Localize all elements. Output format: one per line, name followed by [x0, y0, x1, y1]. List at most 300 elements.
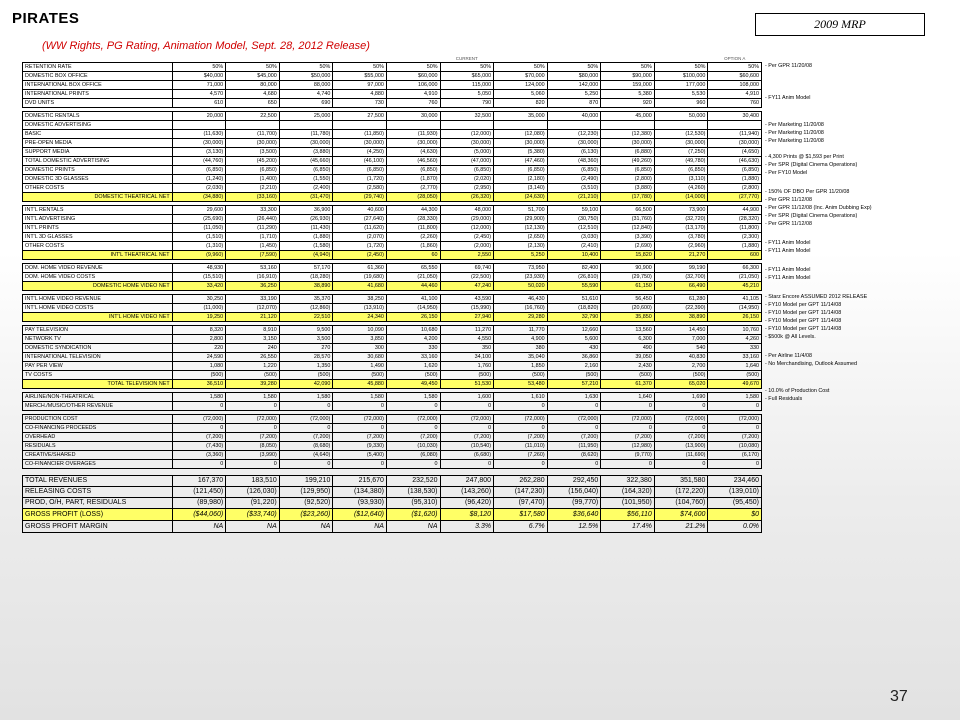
cell-value: 50% [547, 63, 601, 72]
row-label: INTERNATIONAL TELEVISION [23, 353, 173, 362]
cell-value: 29,280 [494, 313, 548, 322]
cell-value: (500) [440, 371, 494, 380]
cell-value: 22,500 [226, 112, 280, 121]
cell-value: (1,720) [333, 175, 387, 184]
cell-value: 1,610 [494, 393, 548, 402]
row-label: RESIDUALS [23, 442, 173, 451]
cell-value: 0 [333, 402, 387, 411]
cell-value: 0 [654, 402, 708, 411]
cell-value: (72,000) [226, 415, 280, 424]
cell-value [708, 121, 762, 130]
cell-value: (49,780) [654, 157, 708, 166]
cell-value: $60,000 [386, 72, 440, 81]
cell-value: 40,000 [547, 112, 601, 121]
cell-value: 0 [440, 460, 494, 469]
cell-value: (7,200) [279, 433, 333, 442]
row-note [765, 457, 930, 465]
cell-value: (2,130) [494, 242, 548, 251]
cell-value: 0 [386, 460, 440, 469]
cell-value: (97,470) [494, 498, 548, 509]
cell-value: 490 [601, 344, 655, 353]
cell-value: (7,200) [708, 433, 762, 442]
cell-value: (46,560) [386, 157, 440, 166]
cell-value: 5,530 [654, 90, 708, 99]
cell-value: (26,810) [547, 273, 601, 282]
row-label: TOTAL TELEVISION NET [23, 380, 173, 389]
cell-value: 1,630 [547, 393, 601, 402]
cell-value: (30,000) [226, 139, 280, 148]
cell-value: 1,850 [494, 362, 548, 371]
cell-value: $60,600 [708, 72, 762, 81]
cell-value: 24,340 [333, 313, 387, 322]
cell-value: 240 [226, 344, 280, 353]
cell-value: (6,080) [386, 451, 440, 460]
table-row [23, 362, 762, 371]
row-label: DOMESTIC BOX OFFICE [23, 72, 173, 81]
cell-value: 0 [440, 402, 494, 411]
row-label: RELEASING COSTS [23, 487, 173, 498]
cell-value: (11,700) [226, 130, 280, 139]
cell-value: 39,280 [226, 380, 280, 389]
cell-value: 2,430 [601, 362, 655, 371]
cell-value: (96,420) [440, 498, 494, 509]
financial-table [22, 56, 762, 533]
gross-profit-row [23, 509, 762, 521]
cell-value: (139,010) [708, 487, 762, 498]
cell-value: (2,770) [386, 184, 440, 193]
cell-value: 99,190 [654, 264, 708, 273]
cell-value: (3,510) [547, 184, 601, 193]
row-label: DOMESTIC 3D GLASSES [23, 175, 173, 184]
cell-value: 1,220 [226, 362, 280, 371]
cell-value: 27,500 [333, 112, 387, 121]
cell-value: (2,960) [654, 242, 708, 251]
cell-value: 0 [494, 402, 548, 411]
cell-value: $40,000 [172, 72, 226, 81]
cell-value: 234,460 [708, 476, 762, 487]
cell-value: NA [279, 521, 333, 533]
cell-value: (1,310) [172, 242, 226, 251]
cell-value: 2,800 [172, 335, 226, 344]
table-row [23, 130, 762, 139]
cell-value: (24,630) [494, 193, 548, 202]
cell-value: (30,000) [386, 139, 440, 148]
cell-value: (3,780) [654, 233, 708, 242]
cell-value: 300 [333, 344, 387, 353]
row-note: - Per GPR 11/12/08 (Inc. Anim Dubbing Exp) [765, 205, 872, 211]
row-label: DOMESTIC SYNDICATION [23, 344, 173, 353]
row-note: - FY11 Anim Model [765, 267, 811, 273]
cell-value: 69,740 [440, 264, 494, 273]
cell-value: (6,850) [279, 166, 333, 175]
cell-value: NA [386, 521, 440, 533]
cell-value: 38,890 [654, 313, 708, 322]
cell-value: NA [333, 521, 387, 533]
cell-value: (121,450) [172, 487, 226, 498]
cell-value: 430 [547, 344, 601, 353]
row-label: CREATIVE/SHARED [23, 451, 173, 460]
cell-value [601, 121, 655, 130]
table-row [23, 139, 762, 148]
table-row [23, 233, 762, 242]
cell-value: 350 [440, 344, 494, 353]
row-label: CO-FINANCIER OVERAGES [23, 460, 173, 469]
cell-value: 66,490 [654, 282, 708, 291]
cell-value: 30,250 [172, 295, 226, 304]
cell-value: (11,430) [279, 224, 333, 233]
table-row [23, 273, 762, 282]
cell-value: 36,860 [547, 353, 601, 362]
cell-value: 43,590 [440, 295, 494, 304]
table-row [23, 415, 762, 424]
row-label: MERCH./MUSIC/OTHER REVENUE [23, 402, 173, 411]
row-note: - FY11 Anim Model [765, 248, 811, 254]
cell-value: 0 [386, 424, 440, 433]
cell-value [279, 121, 333, 130]
cell-value: (6,850) [601, 166, 655, 175]
cell-value: 9,500 [279, 326, 333, 335]
cell-value: (30,000) [172, 139, 226, 148]
cell-value: (6,850) [172, 166, 226, 175]
cell-value: (1,550) [279, 175, 333, 184]
cell-value: 50% [279, 63, 333, 72]
cell-value: (47,460) [494, 157, 548, 166]
cell-value: (3,360) [172, 451, 226, 460]
cell-value: 26,550 [226, 353, 280, 362]
cell-value: $17,580 [494, 509, 548, 521]
cell-value: (9,960) [172, 251, 226, 260]
cell-value: (2,490) [547, 175, 601, 184]
cell-value: (2,800) [601, 175, 655, 184]
cell-value: (26,930) [279, 215, 333, 224]
cell-value: 42,090 [279, 380, 333, 389]
total-row [23, 380, 762, 389]
cell-value: (2,450) [333, 251, 387, 260]
cell-value: 41,105 [708, 295, 762, 304]
row-note [765, 425, 930, 433]
row-label: OTHER COSTS [23, 184, 173, 193]
cell-value: (34,880) [172, 193, 226, 202]
cell-value: 159,000 [601, 81, 655, 90]
cell-value: (156,040) [547, 487, 601, 498]
cell-value: 61,370 [601, 380, 655, 389]
cell-value: (2,800) [708, 184, 762, 193]
cell-value: 760 [386, 99, 440, 108]
cell-value: 0 [708, 460, 762, 469]
cell-value: 60 [386, 251, 440, 260]
cell-value: (1,400) [226, 175, 280, 184]
cell-value: 15,820 [601, 251, 655, 260]
cell-value: 2,700 [654, 362, 708, 371]
cell-value: 50,000 [654, 112, 708, 121]
cell-value: 44,300 [386, 206, 440, 215]
row-note: - Per SPR (Digital Cinema Operations) [765, 213, 858, 219]
cell-value: (129,950) [279, 487, 333, 498]
cell-value: (2,300) [708, 233, 762, 242]
cell-value: 2,550 [440, 251, 494, 260]
cell-value: NA [172, 521, 226, 533]
table-row [23, 353, 762, 362]
cell-value: 730 [333, 99, 387, 108]
cell-value [172, 121, 226, 130]
cell-value: 2,160 [547, 362, 601, 371]
cell-value: 24,590 [172, 353, 226, 362]
cell-value: (1,450) [226, 242, 280, 251]
table-row [23, 166, 762, 175]
cell-value: (2,400) [279, 184, 333, 193]
cell-value: $45,000 [226, 72, 280, 81]
cell-value: (2,410) [547, 242, 601, 251]
cell-value: 4,550 [440, 335, 494, 344]
cell-value: (14,950) [708, 304, 762, 313]
cell-value: (2,180) [494, 175, 548, 184]
cell-value: (6,850) [386, 166, 440, 175]
row-note: - Per Marketing 11/20/08 [765, 130, 824, 136]
row-label: GROSS PROFIT MARGIN [23, 521, 173, 533]
table-row [23, 442, 762, 451]
cell-value: 199,210 [279, 476, 333, 487]
row-label: INT'L PRINTS [23, 224, 173, 233]
cell-value: (28,320) [708, 215, 762, 224]
cell-value: 1,600 [440, 393, 494, 402]
row-note: - FY11 Anim Model [765, 95, 811, 101]
row-note: - Starz Encore ASSUMED 2012 RELEASE [765, 294, 868, 300]
cell-value: 215,670 [333, 476, 387, 487]
cell-value: 34,100 [440, 353, 494, 362]
cell-value: 65,550 [386, 264, 440, 273]
cell-value: (5,380) [494, 148, 548, 157]
cell-value: 36,510 [172, 380, 226, 389]
cell-value: (2,650) [494, 233, 548, 242]
page-number: 37 [890, 688, 908, 705]
cell-value: (7,260) [494, 451, 548, 460]
cell-value: 0 [708, 402, 762, 411]
cell-value: (21,050) [386, 273, 440, 282]
cell-value: (17,780) [601, 193, 655, 202]
cell-value: (21,050) [708, 273, 762, 282]
cell-value: (147,230) [494, 487, 548, 498]
cell-value: 1,760 [440, 362, 494, 371]
cell-value: (27,770) [708, 193, 762, 202]
cell-value: (72,000) [601, 415, 655, 424]
cell-value: (6,130) [547, 148, 601, 157]
cell-value: 40,600 [333, 206, 387, 215]
cell-value: (28,050) [386, 193, 440, 202]
row-label: DOMESTIC HOME VIDEO NET [23, 282, 173, 291]
cell-value: (12,980) [601, 442, 655, 451]
cell-value: 66,500 [601, 206, 655, 215]
cell-value: 0 [226, 460, 280, 469]
row-label: DOM. HOME VIDEO REVENUE [23, 264, 173, 273]
row-note [765, 113, 930, 121]
cell-value: 48,930 [172, 264, 226, 273]
row-label: INT'L HOME VIDEO NET [23, 313, 173, 322]
cell-value: (8,050) [226, 442, 280, 451]
cell-value: (46,630) [708, 157, 762, 166]
table-row [23, 264, 762, 273]
cell-value: 0 [226, 424, 280, 433]
cell-value: 0 [333, 460, 387, 469]
cell-value: (99,770) [547, 498, 601, 509]
cell-value: (7,200) [172, 433, 226, 442]
cell-value: 36,250 [226, 282, 280, 291]
row-label: DOMESTIC RENTALS [23, 112, 173, 121]
cell-value: 50% [601, 63, 655, 72]
cell-value: (12,080) [494, 130, 548, 139]
cell-value: 1,640 [708, 362, 762, 371]
cell-value: (14,950) [386, 304, 440, 313]
cell-value: (3,880) [601, 184, 655, 193]
table-row [23, 72, 762, 81]
cell-value: 6.7% [494, 521, 548, 533]
row-label: RETENTION RATE [23, 63, 173, 72]
cell-value: (138,530) [386, 487, 440, 498]
cell-value: (12,230) [547, 130, 601, 139]
cell-value: 8,320 [172, 326, 226, 335]
cell-value: (72,000) [440, 415, 494, 424]
row-label: INT'L HOME VIDEO COSTS [23, 304, 173, 313]
cell-value: 690 [279, 99, 333, 108]
cell-value: 0 [601, 424, 655, 433]
cell-value: (30,000) [547, 139, 601, 148]
cell-value: (6,850) [226, 166, 280, 175]
cell-value: (500) [547, 371, 601, 380]
cell-value: (2,070) [333, 233, 387, 242]
row-note [765, 177, 930, 185]
cell-value: 88,000 [279, 81, 333, 90]
cell-value: 7,000 [654, 335, 708, 344]
cell-value: 13,560 [601, 326, 655, 335]
cell-value: 108,000 [708, 81, 762, 90]
cell-value: (500) [279, 371, 333, 380]
cell-value: (2,690) [601, 242, 655, 251]
cell-value: (11,290) [226, 224, 280, 233]
cell-value: 61,280 [654, 295, 708, 304]
cell-value: 51,700 [494, 206, 548, 215]
cell-value: (1,880) [708, 175, 762, 184]
cell-value: 600 [708, 251, 762, 260]
row-label: OTHER COSTS [23, 242, 173, 251]
cell-value: 5,250 [494, 251, 548, 260]
cell-value: 53,160 [226, 264, 280, 273]
cell-value: (6,850) [547, 166, 601, 175]
cell-value: (7,200) [386, 433, 440, 442]
cell-value: (1,720) [333, 242, 387, 251]
cell-value: (29,000) [440, 215, 494, 224]
cell-value: 6,300 [601, 335, 655, 344]
cell-value: 270 [279, 344, 333, 353]
cell-value: 106,000 [386, 81, 440, 90]
cell-value: 4,680 [226, 90, 280, 99]
cell-value [547, 121, 601, 130]
cell-value: $70,000 [494, 72, 548, 81]
cell-value: 4,880 [333, 90, 387, 99]
cell-value: 0 [547, 460, 601, 469]
total-row [23, 313, 762, 322]
cell-value: (11,950) [547, 442, 601, 451]
cell-value [386, 121, 440, 130]
row-label: INTERNATIONAL PRINTS [23, 90, 173, 99]
cell-value: 27,940 [440, 313, 494, 322]
cell-value: 47,240 [440, 282, 494, 291]
cell-value: 0 [279, 424, 333, 433]
cell-value: 220 [172, 344, 226, 353]
cell-value: 49,670 [708, 380, 762, 389]
row-label: PRODUCTION COST [23, 415, 173, 424]
cell-value: 0 [547, 402, 601, 411]
cell-value: (20,600) [601, 304, 655, 313]
cell-value: (7,200) [226, 433, 280, 442]
cell-value: 33,160 [386, 353, 440, 362]
cell-value: (11,620) [333, 224, 387, 233]
cell-value: 59,100 [547, 206, 601, 215]
row-label: INT'L THEATRICAL NET [23, 251, 173, 260]
cell-value: (14,000) [654, 193, 708, 202]
row-label: DOMESTIC THEATRICAL NET [23, 193, 173, 202]
row-note: - 150% OF DBO Per GPR 11/20/08 [765, 189, 850, 195]
cell-value: 247,800 [440, 476, 494, 487]
row-label: PAY PER VIEW [23, 362, 173, 371]
cell-value: (3,140) [494, 184, 548, 193]
table-row [23, 451, 762, 460]
cell-value: 1,580 [279, 393, 333, 402]
cell-value: (2,030) [172, 184, 226, 193]
cell-value: 820 [494, 99, 548, 108]
cell-value: (9,770) [601, 451, 655, 460]
cell-value: 124,000 [494, 81, 548, 90]
row-note: - FY10 Model per GPT 11/14/08 [765, 326, 842, 332]
cell-value: (27,640) [333, 215, 387, 224]
cell-value: 760 [708, 99, 762, 108]
cell-value: 1,580 [333, 393, 387, 402]
cell-value: 26,150 [386, 313, 440, 322]
cell-value: (10,540) [440, 442, 494, 451]
cell-value: 1,620 [386, 362, 440, 371]
cell-value: (12,000) [440, 224, 494, 233]
cell-value: 41,680 [333, 282, 387, 291]
cell-value: (12,840) [601, 224, 655, 233]
cell-value: 10,090 [333, 326, 387, 335]
cell-value: (12,510) [547, 224, 601, 233]
cell-value: (1,510) [172, 233, 226, 242]
cell-value: (11,630) [172, 130, 226, 139]
cell-value: (6,850) [440, 166, 494, 175]
cell-value: $90,000 [601, 72, 655, 81]
cell-value: 0.0% [708, 521, 762, 533]
cell-value: 49,450 [386, 380, 440, 389]
cell-value: (23,930) [494, 273, 548, 282]
cell-value: (11,800) [708, 224, 762, 233]
summary-row [23, 498, 762, 509]
cell-value: 57,210 [547, 380, 601, 389]
cell-value: 183,510 [226, 476, 280, 487]
row-note [765, 341, 930, 349]
row-label: TOTAL DOMESTIC ADVERTISING [23, 157, 173, 166]
row-note: - Per Marketing 11/20/08 [765, 122, 824, 128]
cell-value: (13,910) [333, 304, 387, 313]
cell-value: 0 [333, 424, 387, 433]
cell-value: (4,260) [654, 184, 708, 193]
cell-value: 5,600 [547, 335, 601, 344]
cell-value: (30,750) [547, 215, 601, 224]
row-label: DOMESTIC ADVERTISING [23, 121, 173, 130]
cell-value: (93,930) [333, 498, 387, 509]
cell-value: (6,680) [440, 451, 494, 460]
table-row [23, 326, 762, 335]
cell-value: 65,020 [654, 380, 708, 389]
cell-value: 380 [494, 344, 548, 353]
cell-value: 0 [494, 424, 548, 433]
